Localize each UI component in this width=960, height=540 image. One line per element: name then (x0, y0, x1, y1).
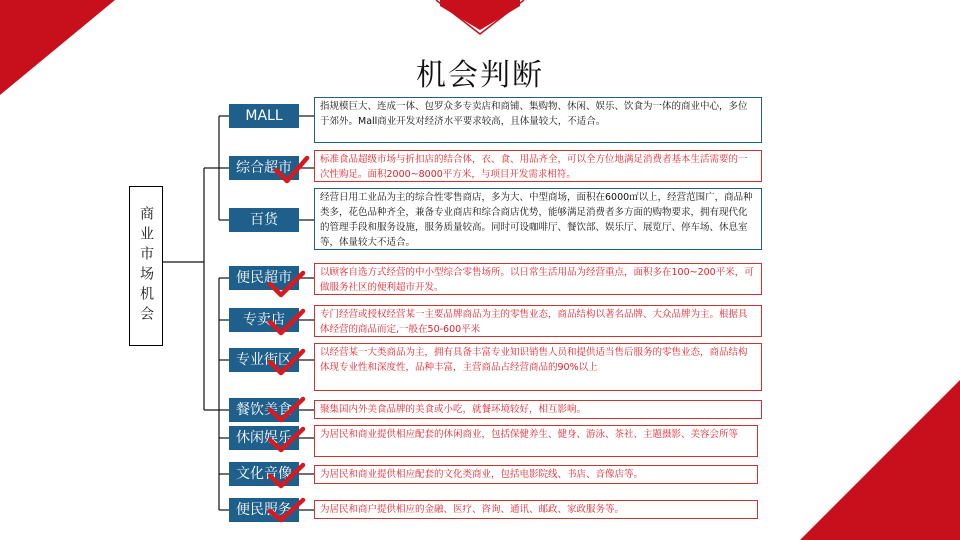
desc-convenience-market: 以顾客自选方式经营的中小型综合零售场所。以日常生活用品为经营重点，面积多在100~200平米，可做服务社区的便利超市开发。 (314, 263, 762, 295)
category-label: 专卖店 (243, 312, 285, 328)
category-label: 综合超市 (236, 160, 292, 176)
category-label: 专业街区 (236, 352, 292, 368)
category-label: 休闲娱乐 (236, 430, 292, 446)
desc-department-store: 经营日用工业品为主的综合性零售商店，多为大、中型商场，面积在6000㎡以上，经营范围广，商品种类多，花色品种齐全，兼备专业商店和综合商店优势，能够满足消费者多方面的购物要求，拥有现代化的管理手段和服务设施，服务质量较高。同时可设咖啡厅、餐饮部、娱乐厅、展览厅、停车场、休息室等，体量较大不适合。 (314, 188, 762, 250)
category-label: 文化音像 (236, 466, 292, 482)
desc-culture-media: 为居民和商业提供相应配套的文化类商业，包括电影院线、书店、音像店等。 (314, 465, 758, 484)
desc-leisure-entertainment: 为居民和商业提供相应配套的休闲商业，包括保健养生、健身、游泳、茶社、主题摄影、美容会所等 (314, 425, 758, 457)
desc-specialty-district: 以经营某一大类商品为主，拥有具备丰富专业知识销售人员和提供适当售后服务的零售业态，商品结构体现专业性和深度性，品种丰富，主营商品占经营商品的90%以上 (314, 343, 762, 391)
root-label: 商业市场机会 (138, 206, 154, 326)
category-label: MALL (245, 108, 283, 124)
category-label: 餐饮美食 (236, 402, 292, 418)
desc-food-dining: 聚集国内外美食品牌的美食或小吃，就餐环境较好，相互影响。 (314, 400, 762, 419)
desc-convenience-services: 为居民和商户提供相应的金融、医疗、咨询、通讯、邮政、家政服务等。 (314, 500, 758, 519)
desc-specialty-store: 专门经营或授权经营某一主要品牌商品为主的零售业态，商品结构以著名品牌、大众品牌为主。根据具体经营的商品而定,一般在50-600平米 (314, 305, 762, 337)
category-label: 便民服务 (236, 502, 292, 518)
page-title: 机会判断 (416, 58, 544, 93)
desc-hypermarket: 标准食品超级市场与折扣店的结合体，衣、食、用品齐全，可以全方位地满足消费者基本生活需要的一次性购足。面积2000~8000平方米，与项目开发需求相符。 (314, 150, 762, 182)
check-icon (276, 158, 307, 181)
desc-mall: 指规模巨大、连成一体、包罗众多专卖店和商铺、集购物、休闲、娱乐、饮食为一体的商业中心，多位于郊外。Mall商业开发对经济水平要求较高，且体量较大，不适合。 (314, 97, 762, 143)
check-icon (270, 273, 303, 295)
check-icon (270, 311, 303, 333)
check-icon (270, 465, 303, 486)
check-icon (270, 351, 303, 373)
category-label: 便民超市 (236, 270, 292, 286)
check-icon (270, 399, 303, 420)
check-icon (270, 429, 303, 450)
check-icon (270, 500, 303, 520)
category-label: 百货 (250, 212, 278, 228)
